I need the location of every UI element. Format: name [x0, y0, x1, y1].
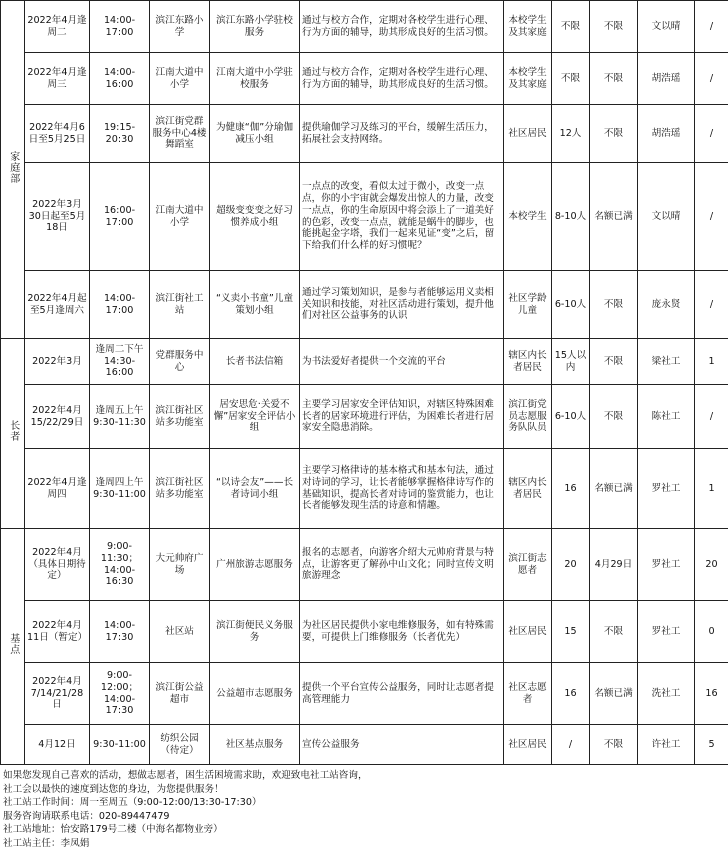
cell-capacity: 6-10人 [552, 271, 590, 339]
cell-capacity: 不限 [552, 1, 590, 53]
cell-deadline: 不限 [590, 385, 638, 449]
cell-target-group: 社区志愿者 [504, 663, 552, 725]
table-row [1, 105, 728, 163]
cell-target-group: 社区居民 [504, 105, 552, 163]
cell-time: 9:00-11:30；14:00-16:30 [90, 529, 150, 601]
cell-activity-name: 滨江东路小学驻校服务 [210, 1, 300, 53]
table-row [1, 1, 728, 53]
cell-location: 滨江街社工站 [150, 271, 210, 339]
cell-contact: 罗社工 [638, 529, 695, 601]
category-label: 基点 [7, 633, 19, 656]
activity-table-body [1, 1, 728, 765]
category-base [1, 529, 25, 765]
cell-activity-name: 长者书法信箱 [210, 339, 300, 385]
cell-deadline: 不限 [590, 271, 638, 339]
table-row [1, 663, 728, 725]
cell-capacity: 15 [552, 601, 590, 663]
cell-count: 20 [695, 529, 728, 601]
cell-contact: 文以晴 [638, 163, 695, 271]
cell-time: 14:00-16:00 [90, 53, 150, 105]
cell-count: / [695, 163, 728, 271]
cell-contact: 文以晴 [638, 1, 695, 53]
cell-description: 通过学习策划知识，是参与者能够运用义卖相关知识和技能，对社区活动进行策划，提升他们对社区公益事务的认识 [300, 271, 504, 339]
cell-contact: 梁社工 [638, 339, 695, 385]
cell-capacity: 不限 [552, 53, 590, 105]
cell-time: 19:15-20:30 [90, 105, 150, 163]
cell-deadline: 不限 [590, 601, 638, 663]
cell-activity-name: 居安思危·关爱不懈”居家安全评估小组 [210, 385, 300, 449]
cell-date: 2022年4月11日（暂定） [25, 601, 90, 663]
footer-line-address: 社工站地址：怡安路179号二楼（中海名都物业旁） [3, 824, 223, 836]
table-row [1, 725, 728, 765]
cell-location: 江南大道中小学 [150, 53, 210, 105]
cell-location: 滨江街社区站多功能室 [150, 385, 210, 449]
cell-contact: 庞永贤 [638, 271, 695, 339]
cell-count: 5 [695, 725, 728, 765]
cell-description: 通过与校方合作，定期对各校学生进行心理、行为方面的辅导，助其形成良好的生活习惯。 [300, 1, 504, 53]
cell-location: 社区站 [150, 601, 210, 663]
cell-activity-name: 社区基点服务 [210, 725, 300, 765]
cell-description: 为社区居民提供小家电维修服务，如有特殊需要，可提供上门维修服务（长者优先） [300, 601, 504, 663]
cell-date: 2022年4月逢周三 [25, 53, 90, 105]
table-row [1, 601, 728, 663]
cell-contact: 许社工 [638, 725, 695, 765]
cell-count: / [695, 1, 728, 53]
table-row [1, 529, 728, 601]
cell-date: 2022年4月起至5月逢周六 [25, 271, 90, 339]
cell-description: 报名的志愿者，向游客介绍大元帅府背景与特点，让游客更了解孙中山文化；同时宣传文明旅游理念 [300, 529, 504, 601]
category-family [1, 1, 25, 339]
cell-contact: 罗社工 [638, 601, 695, 663]
cell-time: 逢周二下午14:30-16:00 [90, 339, 150, 385]
cell-activity-name: 广州旅游志愿服务 [210, 529, 300, 601]
cell-description: 为书法爱好者提供一个交流的平台 [300, 339, 504, 385]
footer-line-hours: 社工站工作时间：周一至周五（9:00-12:00/13:30-17:30） [3, 797, 262, 809]
cell-time: 14:00-17:00 [90, 1, 150, 53]
cell-contact: 胡浩瑶 [638, 105, 695, 163]
cell-count: / [695, 385, 728, 449]
category-label: 长者 [7, 420, 19, 443]
cell-time: 逢周五上午9:30-11:30 [90, 385, 150, 449]
table-row [1, 53, 728, 105]
cell-target-group: 辖区内长者居民 [504, 339, 552, 385]
cell-time: 9:30-11:00 [90, 725, 150, 765]
cell-target-group: 本校学生及其家庭 [504, 1, 552, 53]
table-row [1, 339, 728, 385]
cell-capacity: 16 [552, 663, 590, 725]
category-elderly [1, 339, 25, 529]
cell-capacity: 15人以内 [552, 339, 590, 385]
cell-date: 4月12日 [25, 725, 90, 765]
cell-date: 2022年4月15/22/29日 [25, 385, 90, 449]
cell-contact: 胡浩瑶 [638, 53, 695, 105]
cell-contact: 陈社工 [638, 385, 695, 449]
footer-line-promise: 社工会以最快的速度到达您的身边，为您提供服务！ [3, 783, 224, 795]
cell-description: 宣传公益服务 [300, 725, 504, 765]
cell-date: 2022年4月6日至5月25日 [25, 105, 90, 163]
cell-contact: 罗社工 [638, 449, 695, 529]
cell-date: 2022年4月7/14/21/28日 [25, 663, 90, 725]
cell-contact: 洗社工 [638, 663, 695, 725]
cell-capacity: 6-10人 [552, 385, 590, 449]
cell-location: 大元帅府广场 [150, 529, 210, 601]
cell-activity-name: 江南大道中小学驻校服务 [210, 53, 300, 105]
table-row [1, 271, 728, 339]
cell-count: / [695, 105, 728, 163]
cell-time: 14:00-17:30 [90, 601, 150, 663]
cell-activity-name: 滨江街便民义务服务 [210, 601, 300, 663]
footer-line-phone: 服务咨询请联系电话：020-89447479 [3, 810, 170, 822]
cell-target-group: 滨江街党员志愿服务队队员 [504, 385, 552, 449]
category-label: 家庭部 [7, 150, 19, 184]
cell-description: 主要学习居家安全评估知识，对辖区特殊困难长者的居家环境进行评估，为困难长者进行居家安全隐患消除。 [300, 385, 504, 449]
cell-capacity: 12人 [552, 105, 590, 163]
cell-capacity: 20 [552, 529, 590, 601]
cell-deadline: 不限 [590, 53, 638, 105]
cell-target-group: 社区学龄儿童 [504, 271, 552, 339]
cell-description: 一点点的改变，看似太过于微小，改变一点点，你的小宇宙就会爆发出惊人的力量，改变一点点，你的生命原因中将会添上了一道美好的色彩，改变一点点，就能是蜗牛的脚步，也能挑起金字塔，我们一起来见证“变”之后，留下给我们什么样的好习惯呢？ [300, 163, 504, 271]
cell-deadline: 名额已满 [590, 163, 638, 271]
cell-target-group: 社区居民 [504, 601, 552, 663]
cell-location: 党群服务中心 [150, 339, 210, 385]
cell-description: 提供瑜伽学习及练习的平台，缓解生活压力，拓展社会支持网络。 [300, 105, 504, 163]
cell-deadline: 不限 [590, 1, 638, 53]
cell-location: 滨江街公益超市 [150, 663, 210, 725]
cell-location: 纺织公园（待定） [150, 725, 210, 765]
cell-capacity: 16 [552, 449, 590, 529]
cell-count: / [695, 53, 728, 105]
cell-deadline: 不限 [590, 105, 638, 163]
cell-deadline: 不限 [590, 725, 638, 765]
cell-activity-name: 公益超市志愿服务 [210, 663, 300, 725]
cell-activity-name: 为健康“伽”分瑜伽减压小组 [210, 105, 300, 163]
cell-activity-name: 超级变变变之好习惯养成小组 [210, 163, 300, 271]
cell-capacity: 8-10人 [552, 163, 590, 271]
cell-capacity: / [552, 725, 590, 765]
cell-deadline: 名额已满 [590, 663, 638, 725]
cell-target-group: 本校学生及其家庭 [504, 53, 552, 105]
cell-count: 1 [695, 339, 728, 385]
cell-activity-name: “以诗会友”——长者诗词小组 [210, 449, 300, 529]
cell-time: 16:00-17:00 [90, 163, 150, 271]
table-row [1, 163, 728, 271]
cell-target-group: 辖区内长者居民 [504, 449, 552, 529]
cell-description: 主要学习格律诗的基本格式和基本句法，通过对诗词的学习，让长者能够掌握格律诗写作的基础知识，提高长者对诗词的鉴赏能力，也让长者能够发现生活的诗意和情趣。 [300, 449, 504, 529]
footer-line-director: 社工站主任：李凤娟 [3, 838, 90, 850]
cell-date: 2022年3月 [25, 339, 90, 385]
cell-location: 江南大道中小学 [150, 163, 210, 271]
cell-target-group: 本校学生 [504, 163, 552, 271]
cell-deadline: 4月29日 [590, 529, 638, 601]
cell-date: 2022年3月30日起至5月18日 [25, 163, 90, 271]
cell-target-group: 社区居民 [504, 725, 552, 765]
cell-description: 通过与校方合作，定期对各校学生进行心理、行为方面的辅导，助其形成良好的生活习惯。 [300, 53, 504, 105]
cell-time: 逢周四上午9:30-11:00 [90, 449, 150, 529]
cell-target-group: 滨江街志愿者 [504, 529, 552, 601]
cell-date: 2022年4月（具体日期待定） [25, 529, 90, 601]
cell-time: 9:00-12:00；14:00-17:30 [90, 663, 150, 725]
footer-line-invite: 如果您发现自己喜欢的活动，想做志愿者，困生活困境需求助，欢迎致电社工站咨询， [3, 770, 368, 781]
cell-count: 1 [695, 449, 728, 529]
cell-location: 滨江街社区站多功能室 [150, 449, 210, 529]
cell-description: 提供一个平台宣传公益服务，同时让志愿者提高管理能力 [300, 663, 504, 725]
cell-time: 14:00-17:00 [90, 271, 150, 339]
table-row [1, 385, 728, 449]
cell-location: 滨江东路小学 [150, 1, 210, 53]
cell-count: / [695, 271, 728, 339]
table-row [1, 449, 728, 529]
cell-date: 2022年4月逢周四 [25, 449, 90, 529]
cell-count: 0 [695, 601, 728, 663]
cell-date: 2022年4月逢周二 [25, 1, 90, 53]
cell-count: 16 [695, 663, 728, 725]
cell-deadline: 不限 [590, 339, 638, 385]
cell-activity-name: “义卖小书童”儿童策划小组 [210, 271, 300, 339]
footer-notes [0, 765, 728, 851]
cell-location: 滨江街党群服务中心4楼舞蹈室 [150, 105, 210, 163]
cell-deadline: 名额已满 [590, 449, 638, 529]
